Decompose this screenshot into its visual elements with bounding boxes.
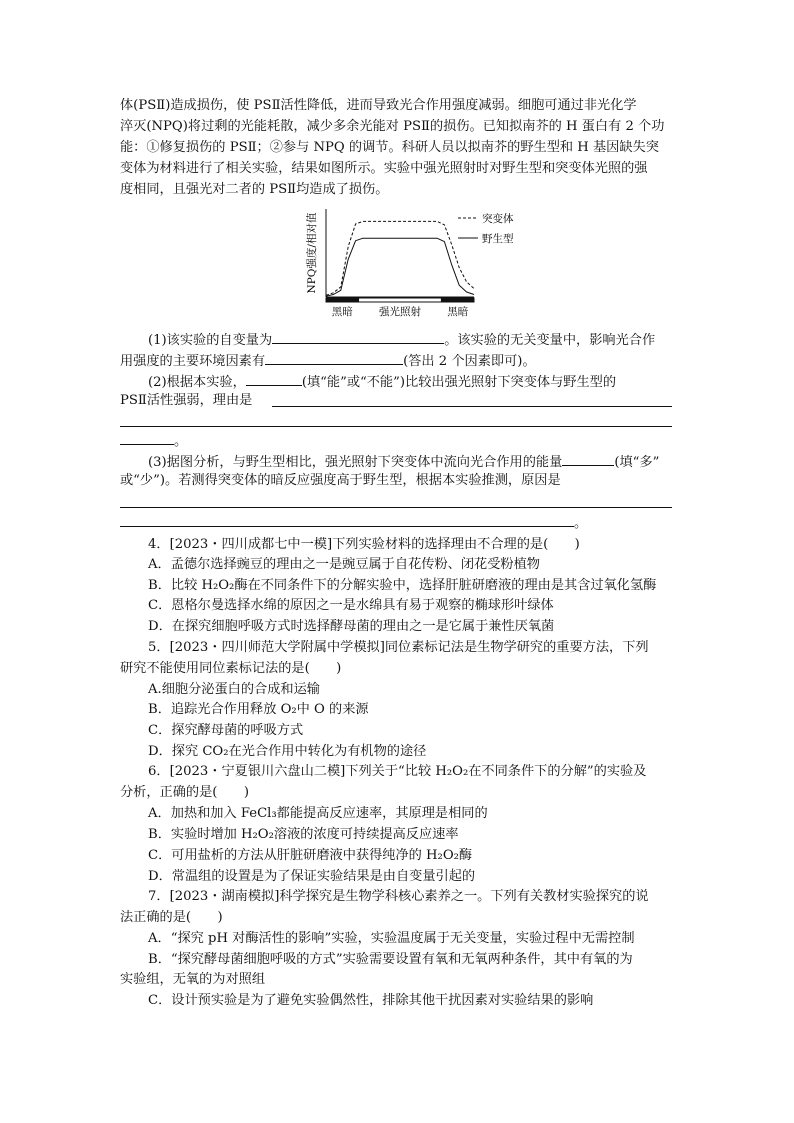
plot-layer [305,209,514,318]
p6-option-c: C．可用盐析的方法从肝脏研磨液中获得纯净的 H₂O₂酶 [148,848,473,863]
q3-end-mark: 。 [574,516,588,531]
intro-line-3: 能：①修复损伤的 PSⅡ；②参与 NPQ 的调节。科研人员以拟南芥的野生型和 H 基因缺失突 [120,140,659,155]
p5-option-c: C．探究酵母菌的呼吸方式 [148,723,304,738]
npq-chart [300,203,530,321]
p6-option-d: D．常温组的设置是为了保证实验结果是由自变量引起的 [148,869,476,884]
p4-stem: 4．[2023・四川成都七中一模]下列实验材料的选择理由不合理的是( ) [148,537,580,552]
p4-option-b: B．比较 H₂O₂酶在不同条件下的分解实验中，选择肝脏研磨液的理由是其含过氧化氢酶 [148,578,657,593]
p5-option-a: A.细胞分泌蛋白的合成和运输 [148,682,320,697]
q3-answer-line-1[interactable] [120,507,672,508]
p7-stem-2: 法正确的是( ) [120,910,223,925]
p6-stem-2: 分析，正确的是( ) [120,785,249,800]
light-condition-bar-1 [326,298,359,302]
q3-line-2 [120,473,561,489]
legend-label-2: 野生型 [482,233,514,245]
intro-line-2: 淬灭(NPQ)将过剩的光能耗散，减少多余光能对 PSⅡ的损伤。已知拟南芥的 H 蛋白有 2 个功 [120,119,665,134]
q2-answer-line-2[interactable] [120,426,672,427]
intro-line-4: 变体为材料进行了相关实验，结果如图所示。实验中强光照射时对野生型和突变体光照的强 [120,161,648,176]
q2-line-1 [148,372,616,391]
p7-stem-1: 7．[2023・湖南模拟]科学探究是生物学科核心素养之一。下列有关教材实验探究的说 [148,889,649,904]
light-condition-bar-2 [359,298,442,302]
x-segment-label-1: 黑暗 [331,306,353,318]
q3-line-1 [148,452,659,471]
p6-option-a: A．加热和加入 FeCl₃都能提高反应速率，其原理是相同的 [148,806,488,821]
q1-blank-environment-factors[interactable] [265,351,403,365]
q2-answer-line-3[interactable] [120,431,174,445]
p6-stem-1: 6．[2023・宁夏银川六盘山二模]下列关于“比较 H₂O₂在不同条件下的分解”的实验及 [148,764,647,779]
q1-text-d: (答出 2 个因素即可)。 [403,354,536,369]
p6-option-b: B．实验时增加 H₂O₂溶液的浓度可持续提高反应速率 [148,827,459,842]
q3-text-b: (填“多” [614,455,660,470]
p4-option-a: A．孟德尔选择豌豆的理由之一是豌豆属于自花传粉、闭花受粉植物 [148,557,540,572]
p5-stem-1: 5．[2023・四川师范大学附属中学模拟]同位素标记法是生物学研究的重要方法，下列 [148,640,649,655]
p5-stem-2: 研究不能使用同位素标记法的是( ) [120,661,342,676]
intro-line-1: 体(PSⅡ)造成损伤，使 PSⅡ活性降低，进而导致光合作用强度减弱。细胞可通过非光化学 [120,98,637,113]
p7-option-b-2: 实验组，无氧的为对照组 [120,972,266,987]
y-axis-label: NPQ强度/相对值 [306,212,318,294]
p7-option-b-1: B．“探究酵母菌细胞呼吸的方式”实验需要设置有氧和无氧两种条件，其中有氧的为 [148,952,633,967]
x-segment-label-2: 强光照射 [379,306,421,318]
q2-text-b: (填“能”或“不能”)比较出强光照射下突变体与野生型的 [301,375,617,390]
q3-answer-line-2[interactable] [120,513,574,527]
q2-line-2 [120,393,252,409]
q2-end-mark: 。 [174,434,188,449]
p5-option-d: D．探究 CO₂在光合作用中转化为有机物的途径 [148,744,427,759]
q1-line-2 [120,351,536,370]
q1-line-1 [148,330,655,349]
q3-text-c: 或“少”)。若测得突变体的暗反应强度高于野生型，根据本实验推测，原因是 [120,473,561,488]
q2-text-a: (2)根据本实验， [148,375,246,390]
p7-option-a: A．“探究 pH 对酶活性的影响”实验，实验温度属于无关变量，实验过程中无需控制 [148,931,635,946]
q3-text-a: (3)据图分析，与野生型相比，强光照射下突变体中流向光合作用的能量 [148,455,563,470]
p7-option-c: C．设计预实验是为了避免实验偶然性，排除其他干扰因素对实验结果的影响 [148,993,594,1008]
q3-line-3 [120,513,587,532]
legend-label-1: 突变体 [482,213,514,225]
q1-blank-independent-variable[interactable] [272,330,444,344]
q2-text-c: PSⅡ活性强弱，理由是 [120,393,253,408]
p5-option-b: B．追踪光合作用释放 O₂中 O 的来源 [148,702,369,717]
q1-text-c: 用强度的主要环境因素有 [120,354,266,369]
p4-option-c: C．恩格尔曼选择水绵的原因之一是水绵具有易于观察的椭球形叶绿体 [148,598,554,613]
q1-text-b: 。该实验的无关变量中，影响光合作 [444,333,656,348]
q3-blank-more-or-less[interactable] [562,452,614,466]
q2-answer-line-1[interactable] [272,406,672,407]
intro-line-5: 度相同，且强光对二者的 PSⅡ均造成了损伤。 [120,182,389,197]
q2-blank-can-or-cannot[interactable] [246,372,302,386]
q1-text-a: (1)该实验的自变量为 [148,333,273,348]
q2-line-3 [120,431,187,450]
light-condition-bar-3 [441,298,474,302]
x-segment-label-3: 黑暗 [447,306,469,318]
p4-option-d: D．在探究细胞呼吸方式时选择酵母菌的理由之一是它属于兼性厌氧菌 [148,619,555,634]
